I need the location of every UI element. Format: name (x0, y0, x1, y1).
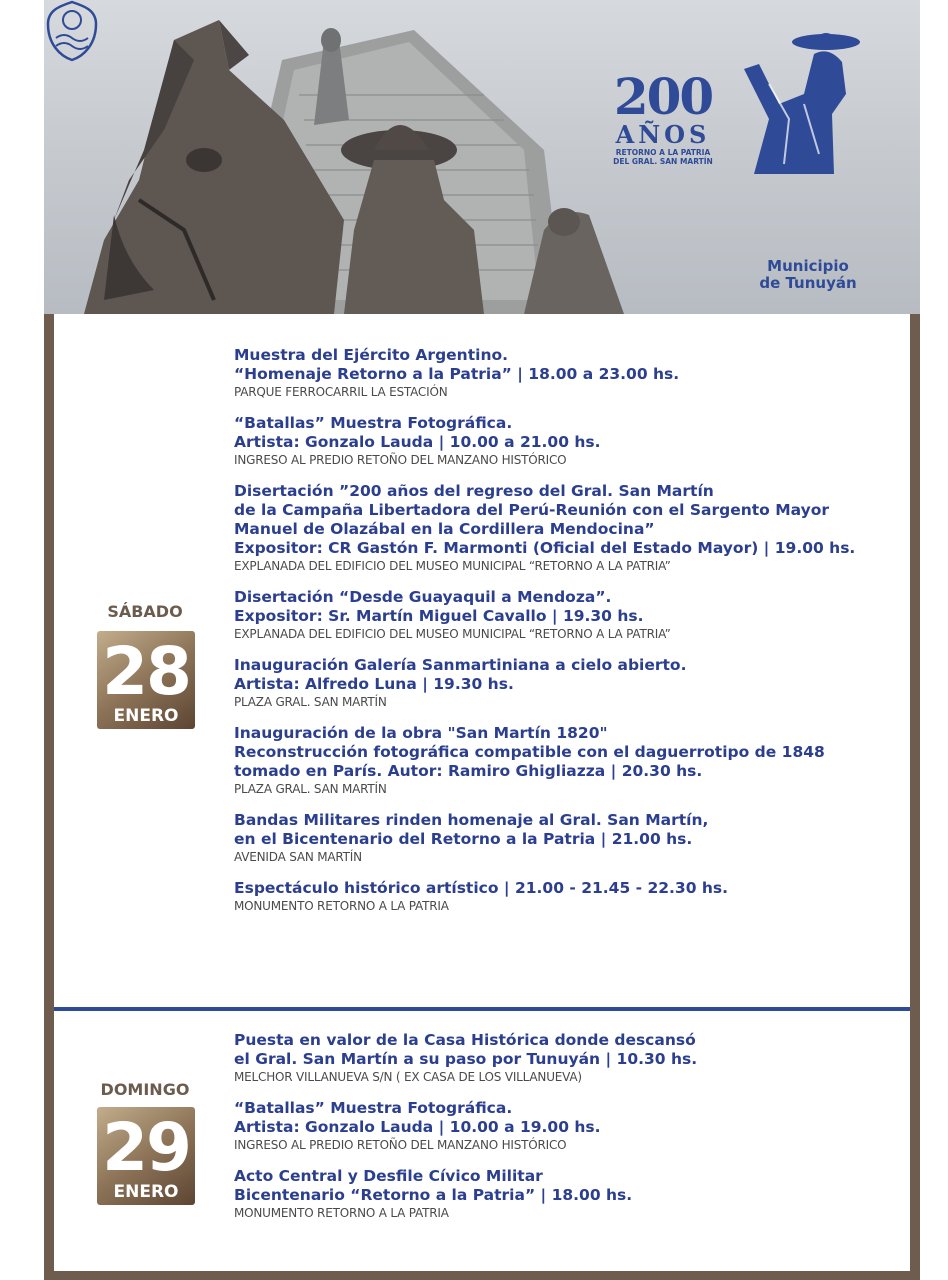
municipality-line-1: Municipio (767, 257, 849, 275)
event-title-line: Acto Central y Desfile Cívico Militar (234, 1167, 543, 1185)
event-title-line: Disertación “Desde Guayaquil a Mendoza”. (234, 588, 612, 606)
event-place: EXPLANADA DEL EDIFICIO DEL MUSEO MUNICIPAL “RETORNO A LA PATRIA” (234, 627, 671, 641)
event-place: PLAZA GRAL. SAN MARTÍN (234, 782, 387, 796)
event-title-line: en el Bicentenario del Retorno a la Patria | 21.00 hs. (234, 830, 693, 848)
logo-line-1: RETORNO A LA PATRIA (615, 148, 711, 157)
date-month: ENERO (113, 1182, 179, 1202)
event-title-line: tomado en París. Autor: Ramiro Ghigliazza | 20.30 hs. (234, 762, 703, 780)
weekday-label: DOMINGO (100, 1080, 190, 1099)
event-item (234, 811, 899, 865)
event-item (234, 1031, 899, 1085)
frame-right (910, 314, 920, 1280)
event-title-line: Inauguración de la obra "San Martín 1820" (234, 724, 608, 742)
event-title-line: “Batallas” Muestra Fotográfica. (234, 414, 513, 432)
date-month: ENERO (113, 706, 179, 726)
event-title-line: Bandas Militares rinden homenaje al Gral. San Martín, (234, 811, 709, 829)
event-place: MONUMENTO RETORNO A LA PATRIA (234, 1206, 449, 1220)
event-place: PARQUE FERROCARRIL LA ESTACIÓN (234, 385, 448, 399)
event-item (234, 414, 899, 468)
event-title-line: Puesta en valor de la Casa Histórica donde descansó (234, 1031, 696, 1049)
event-title-line: Inauguración Galería Sanmartiniana a cielo abierto. (234, 656, 687, 674)
weekday-label: SÁBADO (107, 602, 183, 621)
date-badge (97, 631, 195, 729)
date-badge (97, 1107, 195, 1205)
event-title-line: Espectáculo histórico artístico | 21.00 - 21.45 - 22.30 hs. (234, 879, 729, 897)
event-item (234, 482, 899, 574)
rider-emblem-icon (734, 24, 864, 179)
event-item (234, 879, 899, 914)
event-title-line: de la Campaña Libertadora del Perú-Reunión con el Sargento Mayor (234, 501, 830, 519)
event-title-line: Artista: Gonzalo Lauda | 10.00 a 21.00 hs. (234, 433, 601, 451)
event-title-line: Disertación ”200 años del regreso del Gral. San Martín (234, 482, 714, 500)
event-item (234, 1099, 899, 1153)
event-place: EXPLANADA DEL EDIFICIO DEL MUSEO MUNICIPAL “RETORNO A LA PATRIA” (234, 559, 671, 573)
event-title-line: Bicentenario “Retorno a la Patria” | 18.00 hs. (234, 1186, 633, 1204)
day-separator (54, 1007, 910, 1011)
municipality-name (744, 258, 872, 292)
event-place: PLAZA GRAL. SAN MARTÍN (234, 695, 387, 709)
hero-image (44, 0, 920, 314)
event-item (234, 1167, 899, 1221)
event-title-line: “Batallas” Muestra Fotográfica. (234, 1099, 513, 1117)
event-title-line: Artista: Alfredo Luna | 19.30 hs. (234, 675, 514, 693)
event-title-line: Artista: Gonzalo Lauda | 10.00 a 19.00 hs. (234, 1118, 601, 1136)
logo-number: 200 (613, 67, 713, 126)
event-list (234, 1031, 899, 1235)
date-day: 28 (102, 633, 190, 710)
event-title-line: Muestra del Ejército Argentino. (234, 346, 509, 364)
event-item (234, 346, 899, 400)
municipality-crest-icon (44, 0, 100, 62)
date-day: 29 (102, 1109, 190, 1186)
event-title-line: “Homenaje Retorno a la Patria” | 18.00 a 23.00 hs. (234, 365, 680, 383)
event-place: MELCHOR VILLANUEVA S/N ( EX CASA DE LOS VILLANUEVA) (234, 1070, 582, 1084)
event-place: INGRESO AL PREDIO RETOÑO DEL MANZANO HISTÓRICO (234, 453, 567, 467)
municipality-line-2: de Tunuyán (759, 274, 857, 292)
logo-anos: AÑOS (615, 120, 711, 149)
event-item (234, 656, 899, 710)
event-place: INGRESO AL PREDIO RETOÑO DEL MANZANO HISTÓRICO (234, 1138, 567, 1152)
frame-bottom (44, 1271, 920, 1280)
logo-line-2: DEL GRAL. SAN MARTÍN (613, 157, 713, 166)
frame-left (44, 314, 54, 1280)
event-title-line: Reconstrucción fotográfica compatible con el daguerrotipo de 1848 (234, 743, 825, 761)
event-title-line: Expositor: Sr. Martín Miguel Cavallo | 19.30 hs. (234, 607, 644, 625)
bicentenary-logo (598, 67, 728, 166)
event-place: MONUMENTO RETORNO A LA PATRIA (234, 899, 449, 913)
event-title-line: Manuel de Olazábal en la Cordillera Mendocina” (234, 520, 655, 538)
event-item (234, 588, 899, 642)
event-title-line: el Gral. San Martín a su paso por Tunuyán | 10.30 hs. (234, 1050, 698, 1068)
event-item (234, 724, 899, 797)
event-title-line: Expositor: CR Gastón F. Marmonti (Oficial del Estado Mayor) | 19.00 hs. (234, 539, 856, 557)
event-list (234, 346, 899, 928)
event-place: AVENIDA SAN MARTÍN (234, 850, 362, 864)
